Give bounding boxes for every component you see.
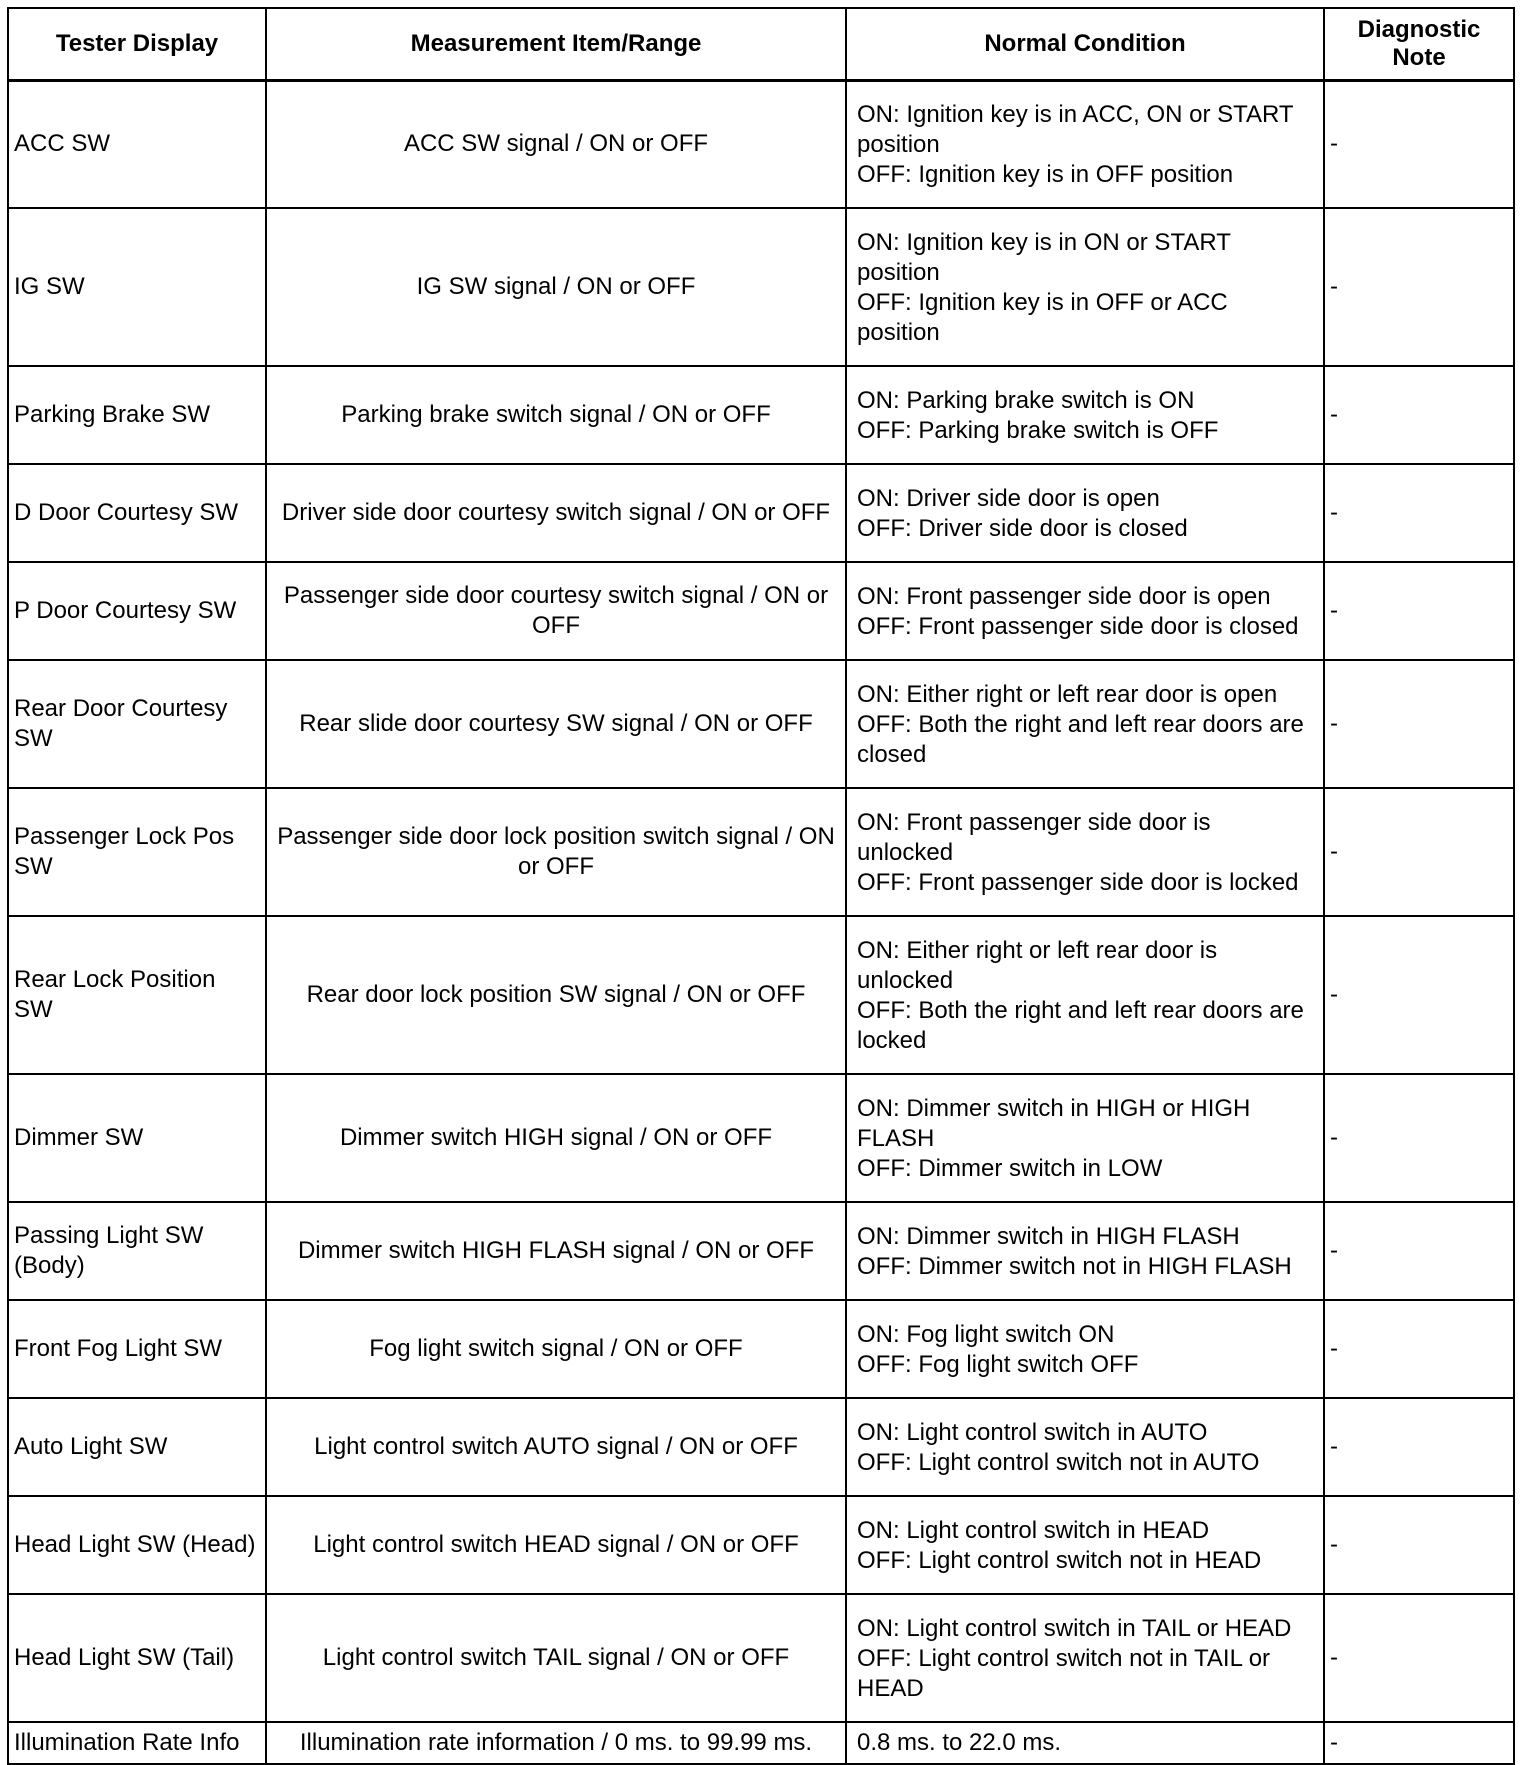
condition-off: OFF: Fog light switch OFF <box>857 1350 1139 1378</box>
diagnostic-note-cell: - <box>1324 366 1514 464</box>
normal-condition-cell <box>846 1722 1324 1764</box>
condition-on: ON: Front passenger side door is unlocked <box>857 808 1211 866</box>
normal-condition-cell <box>846 562 1324 660</box>
measurement-range-cell: Passenger side door lock position switch signal / ON or OFF <box>266 788 846 916</box>
normal-condition-cell <box>846 1074 1324 1202</box>
tester-display-cell: Head Light SW (Tail) <box>8 1594 266 1722</box>
diagnostic-note-cell: - <box>1324 562 1514 660</box>
table-row <box>8 562 1514 660</box>
normal-condition-cell <box>846 464 1324 562</box>
normal-condition-cell <box>846 788 1324 916</box>
tester-display-cell: Head Light SW (Head) <box>8 1496 266 1594</box>
condition-off: OFF: Dimmer switch in LOW <box>857 1154 1163 1182</box>
normal-condition-cell <box>846 660 1324 788</box>
condition-off: OFF: Driver side door is closed <box>857 514 1188 542</box>
condition-on: ON: Either right or left rear door is unlocked <box>857 936 1218 994</box>
diagnostic-note-cell: - <box>1324 1300 1514 1398</box>
tester-display-cell: Dimmer SW <box>8 1074 266 1202</box>
diagnostic-note-cell: - <box>1324 1722 1514 1764</box>
normal-condition-cell <box>846 1300 1324 1398</box>
condition-off: OFF: Light control switch not in TAIL or HEAD <box>857 1644 1271 1702</box>
condition-on: ON: Front passenger side door is open <box>857 582 1271 610</box>
header-measurement-item-range: Measurement Item/Range <box>266 8 846 80</box>
normal-condition-cell <box>846 366 1324 464</box>
table-row <box>8 1496 1514 1594</box>
measurement-range-cell: Illumination rate information / 0 ms. to 99.99 ms. <box>266 1722 846 1764</box>
measurement-range-cell: Driver side door courtesy switch signal / ON or OFF <box>266 464 846 562</box>
diagnostic-note-cell: - <box>1324 208 1514 366</box>
table-row <box>8 1202 1514 1300</box>
condition-on: ON: Parking brake switch is ON <box>857 386 1195 414</box>
condition-on: ON: Driver side door is open <box>857 484 1160 512</box>
table-row <box>8 1300 1514 1398</box>
measurement-range-cell: Fog light switch signal / ON or OFF <box>266 1300 846 1398</box>
measurement-range-cell: Light control switch HEAD signal / ON or OFF <box>266 1496 846 1594</box>
diagnostic-note-cell: - <box>1324 788 1514 916</box>
header-tester-display: Tester Display <box>8 8 266 80</box>
tester-display-cell: Auto Light SW <box>8 1398 266 1496</box>
measurement-range-cell: Passenger side door courtesy switch signal / ON or OFF <box>266 562 846 660</box>
diagnostic-note-cell: - <box>1324 1074 1514 1202</box>
condition-on: ON: Either right or left rear door is open <box>857 680 1278 708</box>
diagnostic-note-cell: - <box>1324 1496 1514 1594</box>
table-body <box>8 80 1514 1764</box>
diagnostic-note-cell: - <box>1324 1202 1514 1300</box>
normal-condition-cell <box>846 1496 1324 1594</box>
diagnostic-note-cell: - <box>1324 660 1514 788</box>
condition-on: ON: Dimmer switch in HIGH or HIGH FLASH <box>857 1094 1251 1152</box>
measurement-range-cell: Dimmer switch HIGH signal / ON or OFF <box>266 1074 846 1202</box>
table-row <box>8 80 1514 208</box>
condition-on: ON: Fog light switch ON <box>857 1320 1115 1348</box>
measurement-range-cell: Rear door lock position SW signal / ON or OFF <box>266 916 846 1074</box>
header-normal-condition: Normal Condition <box>846 8 1324 80</box>
table-row <box>8 208 1514 366</box>
condition-off: OFF: Ignition key is in OFF or ACC position <box>857 288 1228 346</box>
diagnostic-note-cell: - <box>1324 916 1514 1074</box>
measurement-range-cell: ACC SW signal / ON or OFF <box>266 80 846 208</box>
measurement-range-cell: Light control switch AUTO signal / ON or OFF <box>266 1398 846 1496</box>
diagnostic-note-cell: - <box>1324 1594 1514 1722</box>
normal-condition-cell <box>846 1398 1324 1496</box>
condition-on: ON: Light control switch in TAIL or HEAD <box>857 1614 1292 1642</box>
condition-value: 0.8 ms. to 22.0 ms. <box>857 1729 1062 1756</box>
tester-display-cell: D Door Courtesy SW <box>8 464 266 562</box>
table-row <box>8 1722 1514 1764</box>
header-diagnostic-note: Diagnostic Note <box>1324 8 1514 80</box>
tester-display-cell: Illumination Rate Info <box>8 1722 266 1764</box>
normal-condition-cell <box>846 916 1324 1074</box>
condition-off: OFF: Front passenger side door is locked <box>857 868 1299 896</box>
normal-condition-cell <box>846 208 1324 366</box>
condition-on: ON: Ignition key is in ON or START position <box>857 228 1231 286</box>
table-row <box>8 916 1514 1074</box>
tester-display-cell: ACC SW <box>8 80 266 208</box>
measurement-range-cell: IG SW signal / ON or OFF <box>266 208 846 366</box>
table-row <box>8 1398 1514 1496</box>
condition-on: ON: Ignition key is in ACC, ON or START position <box>857 100 1294 158</box>
table-row <box>8 464 1514 562</box>
condition-on: ON: Dimmer switch in HIGH FLASH <box>857 1222 1240 1250</box>
table-row <box>8 660 1514 788</box>
data-list-table <box>7 7 1515 1765</box>
tester-display-cell: P Door Courtesy SW <box>8 562 266 660</box>
table-row <box>8 1594 1514 1722</box>
tester-display-cell: Passenger Lock Pos SW <box>8 788 266 916</box>
condition-off: OFF: Ignition key is in OFF position <box>857 160 1234 188</box>
tester-display-cell: Rear Door Courtesy SW <box>8 660 266 788</box>
table-row <box>8 366 1514 464</box>
normal-condition-cell <box>846 1594 1324 1722</box>
table-header-row <box>8 8 1514 80</box>
tester-display-cell: Front Fog Light SW <box>8 1300 266 1398</box>
measurement-range-cell: Light control switch TAIL signal / ON or OFF <box>266 1594 846 1722</box>
condition-off: OFF: Both the right and left rear doors are closed <box>857 710 1304 768</box>
tester-display-cell: Passing Light SW (Body) <box>8 1202 266 1300</box>
tester-display-cell: Parking Brake SW <box>8 366 266 464</box>
normal-condition-cell <box>846 1202 1324 1300</box>
condition-on: ON: Light control switch in AUTO <box>857 1418 1208 1446</box>
condition-off: OFF: Both the right and left rear doors are locked <box>857 996 1304 1054</box>
table-row <box>8 788 1514 916</box>
condition-off: OFF: Front passenger side door is closed <box>857 612 1299 640</box>
condition-off: OFF: Parking brake switch is OFF <box>857 416 1219 444</box>
tester-display-cell: IG SW <box>8 208 266 366</box>
tester-display-cell: Rear Lock Position SW <box>8 916 266 1074</box>
condition-off: OFF: Dimmer switch not in HIGH FLASH <box>857 1252 1292 1280</box>
diagnostic-note-cell: - <box>1324 464 1514 562</box>
diagnostic-note-cell: - <box>1324 80 1514 208</box>
measurement-range-cell: Rear slide door courtesy SW signal / ON or OFF <box>266 660 846 788</box>
measurement-range-cell: Parking brake switch signal / ON or OFF <box>266 366 846 464</box>
diagnostic-note-cell: - <box>1324 1398 1514 1496</box>
data-list-table-wrapper <box>7 7 1513 1765</box>
condition-on: ON: Light control switch in HEAD <box>857 1516 1210 1544</box>
table-row <box>8 1074 1514 1202</box>
normal-condition-cell <box>846 80 1324 208</box>
condition-off: OFF: Light control switch not in AUTO <box>857 1448 1260 1476</box>
measurement-range-cell: Dimmer switch HIGH FLASH signal / ON or OFF <box>266 1202 846 1300</box>
condition-off: OFF: Light control switch not in HEAD <box>857 1546 1262 1574</box>
